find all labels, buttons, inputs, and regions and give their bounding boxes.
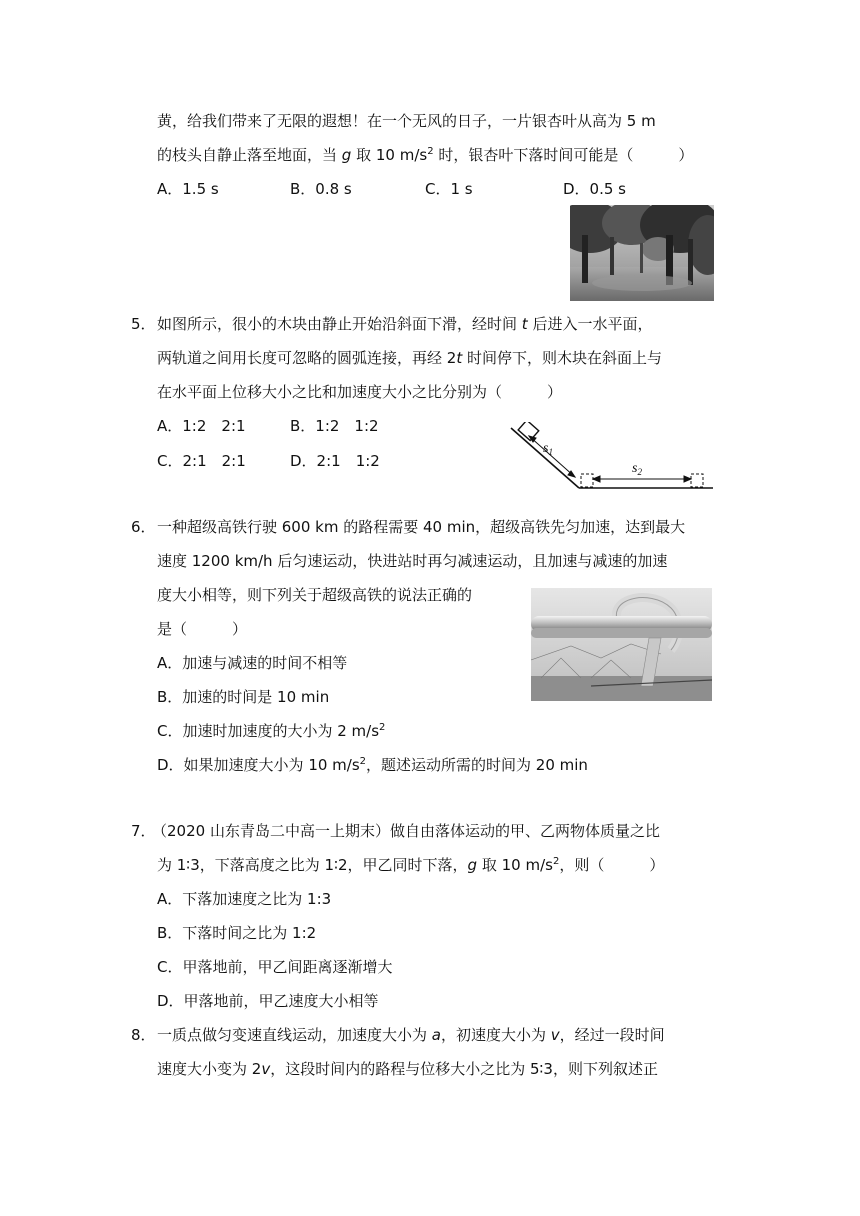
q6-text-line1: 一种超级高铁行驶 600 km 的路程需要 40 min，超级高铁先匀加速，达到最大 <box>157 518 686 536</box>
q5-text-line1: 如图所示，很小的木块由静止开始沿斜面下滑，经时间 t 后进入一水平面， <box>157 315 653 333</box>
q5-text-line2: 两轨道之间用长度可忽略的圆弧连接，再经 2t 时间停下，则木块在斜面上与 <box>157 349 662 367</box>
q7-option-a: A．下落加速度之比为 1:3 <box>157 890 332 908</box>
q7-option-b: B．下落时间之比为 1:2 <box>157 924 317 942</box>
q6-text-line2: 速度 1200 km/h 后匀速运动，快进站时再匀减速运动，且加速与减速的加速 <box>157 552 668 570</box>
q7-text-line2: 为 1∶3，下落高度之比为 1∶2，甲乙同时下落，g 取 10 $m/s^2$，则（ ） <box>157 856 665 874</box>
q4-option-c: C．1 s <box>425 180 473 198</box>
q7-text-line1: （2020 山东青岛二中高一上期末）做自由落体运动的甲、乙两物体质量之比 <box>152 822 660 840</box>
q7-option-d: D．甲落地前，甲乙速度大小相等 <box>157 992 379 1010</box>
q5-option-b: B．1:2 1:2 <box>290 417 379 435</box>
q4-option-b: B．0.8 s <box>290 180 352 198</box>
q5-number: 5． <box>131 315 156 333</box>
q6-text-line4: 是（ ） <box>157 620 248 638</box>
incline-surface <box>511 428 579 488</box>
s2-label: $s_2$ <box>632 461 642 477</box>
q6-option-b: B．加速的时间是 10 min <box>157 688 330 706</box>
q6-number: 6． <box>131 518 156 536</box>
q5-option-d: D．2:1 1:2 <box>290 452 380 470</box>
q4-text-line2: 的枝头自静止落至地面，当 g 取 10 $m/s^2$ 时，银杏叶下落时间可能是（ ） <box>157 146 694 164</box>
q6-option-a: A．加速与减速的时间不相等 <box>157 654 348 672</box>
q6-option-d: D．如果加速度大小为 10 $m/s^2$，题述运动所需的时间为 20 min <box>157 756 588 774</box>
q6-option-c: C．加速时加速度的大小为 2 $m/s^2$ <box>157 722 386 740</box>
q8-text-line1: 一质点做匀变速直线运动，加速度大小为 a，初速度大小为 v，经过一段时间 <box>157 1026 665 1044</box>
q4-option-a: A．1.5 s <box>157 180 219 198</box>
ginkgo-trees-photo <box>570 205 714 301</box>
q5-text-line3: 在水平面上位移大小之比和加速度大小之比分别为（ ） <box>157 383 563 401</box>
hyperloop-photo <box>531 588 712 701</box>
s1-label: $s_1$ <box>543 441 553 457</box>
incline-diagram <box>505 422 717 494</box>
q4-option-d: D．0.5 s <box>563 180 626 198</box>
q8-text-line2: 速度大小变为 2v，这段时间内的路程与位移大小之比为 5∶3，则下列叙述正 <box>157 1060 658 1078</box>
q7-number: 7． <box>131 822 156 840</box>
q7-option-c: C．甲落地前，甲乙间距离逐渐增大 <box>157 958 393 976</box>
q4-text-line1: 黄，给我们带来了无限的遐想！在一个无风的日子，一片银杏叶从高为 5 m <box>157 112 656 130</box>
q8-number: 8． <box>131 1026 156 1044</box>
q5-option-c: C．2:1 2:1 <box>157 452 246 470</box>
q6-text-line3: 度大小相等，则下列关于超级高铁的说法正确的 <box>157 586 473 604</box>
q5-option-a: A．1:2 2:1 <box>157 417 246 435</box>
